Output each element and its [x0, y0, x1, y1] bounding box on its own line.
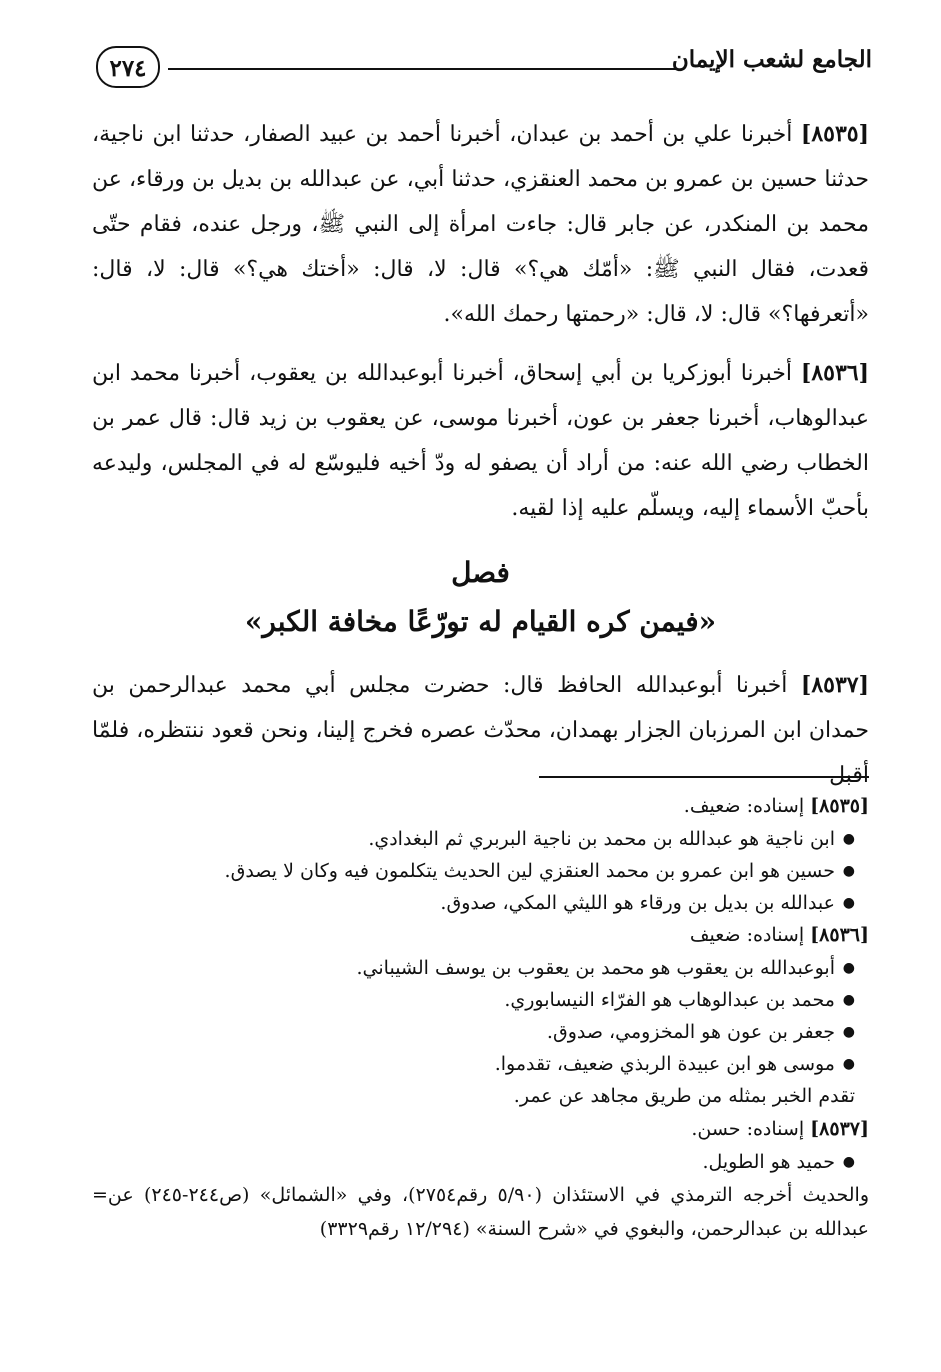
hadith-8535	[92, 112, 869, 337]
running-title: الجامع لشعب الإيمان	[671, 46, 872, 73]
footnotes	[92, 790, 869, 1246]
footnote-8535-head	[92, 790, 869, 823]
bullet-icon: ●	[842, 1024, 855, 1040]
footnote-item	[92, 1146, 855, 1178]
footnote-8537-head	[92, 1113, 869, 1146]
footnote-note: تقدم الخبر بمثله من طريق مجاهد عن عمر.	[513, 1085, 855, 1107]
bullet-icon: ●	[842, 992, 855, 1008]
footnote-item	[92, 1016, 855, 1048]
footnote-number: [٨٥٣٥]	[810, 795, 869, 817]
hadith-number: [٨٥٣٦]	[800, 360, 869, 386]
page-header	[96, 40, 872, 104]
hadith-text: أخبرنا أبوزكريا بن أبي إسحاق، أخبرنا أبوعبدالله بن يعقوب، أخبرنا محمد ابن عبدالوهاب، أخبرنا جعفر بن عون، أخبرنا موسى، عن يعقوب بن زيد قال: قال عمر بن الخطاب رضي الله عنه: من أراد أن يصفو له ودّ أخيه فليوسّع له في المجلس، وليدعه بأحبّ الأسماء إليه، ويسلّم عليه إذا لقيه.	[92, 361, 869, 521]
footnote-item-text: جعفر بن عون هو المخزومي، صدوق.	[546, 1021, 835, 1043]
footnote-item	[92, 1048, 855, 1080]
header-rule	[168, 68, 676, 70]
main-text	[92, 112, 869, 812]
footnote-item	[92, 855, 855, 887]
section-label: فصل	[451, 556, 510, 589]
footnote-grade: إسناده: ضعيف.	[683, 795, 805, 817]
footnote-item-text: أبوعبدالله بن يعقوب هو محمد بن يعقوب بن يوسف الشيباني.	[356, 957, 835, 979]
bullet-icon: ●	[842, 1154, 855, 1170]
footnote-separator	[539, 776, 869, 778]
bullet-icon: ●	[842, 960, 855, 976]
footnote-number: [٨٥٣٦]	[810, 924, 869, 946]
footnote-8536-list	[92, 952, 869, 1080]
bullet-icon: ●	[842, 895, 855, 911]
footnote-item	[92, 984, 855, 1016]
footnote-number: [٨٥٣٧]	[810, 1118, 869, 1140]
footnote-item-text: حميد هو الطويل.	[702, 1151, 835, 1173]
footnote-item-text: محمد بن عبدالوهاب هو الفرّاء النيسابوري.	[504, 989, 835, 1011]
footnote-long-text: والحديث أخرجه الترمذي في الاستئذان (٥/٩٠ رقم٢٧٥٤)، وفي «الشمائل» (ص٢٤٤-٢٤٥) عن عبدالله بن عبدالرحمن، والبغوي في «شرح السنة» (١٢/٢٩٤ رقم٣٣٢٩)	[107, 1184, 869, 1240]
hadith-number: [٨٥٣٥]	[800, 121, 869, 147]
hadith-text: أخبرنا أبوعبدالله الحافظ قال: حضرت مجلس أبي محمد عبدالرحمن بن حمدان ابن المرزبان الجزار بهمدان، محدّث عصره فخرج إلينا، ونحن قعود ننتظره، فلمّا أقبل	[92, 673, 869, 788]
footnote-item-text: عبدالله بن بديل بن ورقاء هو الليثي المكي، صدوق.	[440, 892, 835, 914]
footnote-item	[92, 887, 855, 919]
footnote-item-text: ابن ناجية هو عبدالله بن محمد بن ناجية البربري ثم البغدادي.	[368, 828, 835, 850]
footnote-grade: إسناده: ضعيف	[689, 924, 805, 946]
section-title: «فيمن كره القيام له تورّعًا مخافة الكبر»	[244, 605, 717, 638]
footnote-item	[92, 952, 855, 984]
footnote-8535-list	[92, 823, 869, 919]
bullet-icon: ●	[842, 831, 855, 847]
section-heading	[92, 549, 869, 647]
hadith-text: أخبرنا علي بن أحمد بن عبدان، أخبرنا أحمد بن عبيد الصفار، حدثنا ابن ناجية، حدثنا حسين بن عمرو بن محمد العنقزي، حدثنا أبي، عن عبدالله بن بديل بن ورقاء، عن محمد بن المنكدر، عن جابر قال: جاءت امرأة إلى النبي ﷺ، ورجل عنده، فقام حتّى قعدت، فقال النبي ﷺ: «أمّك هي؟» قال: لا، قال: «أختك هي؟» قال: لا، قال: «أتعرفها؟» قال: لا، قال: «رحمتها رحمك الله».	[92, 122, 869, 327]
footnote-item-text: موسى هو ابن عبيدة الربذي ضعيف، تقدموا.	[494, 1053, 835, 1075]
footnote-long	[92, 1178, 869, 1246]
hadith-8536	[92, 351, 869, 531]
footnote-grade: إسناده: حسن.	[691, 1118, 805, 1140]
footnote-item-text: حسين هو ابن عمرو بن محمد العنقزي لين الحديث يتكلمون فيه وكان لا يصدق.	[224, 860, 835, 882]
bullet-icon: ●	[842, 863, 855, 879]
hadith-number: [٨٥٣٧]	[800, 672, 869, 698]
footnote-8536-head	[92, 919, 869, 952]
page-number: ٢٧٤	[96, 46, 160, 88]
footnote-item	[92, 823, 855, 855]
bullet-icon: ●	[842, 1056, 855, 1072]
footnote-8537-list	[92, 1146, 869, 1178]
continuation-mark: =	[92, 1184, 108, 1206]
